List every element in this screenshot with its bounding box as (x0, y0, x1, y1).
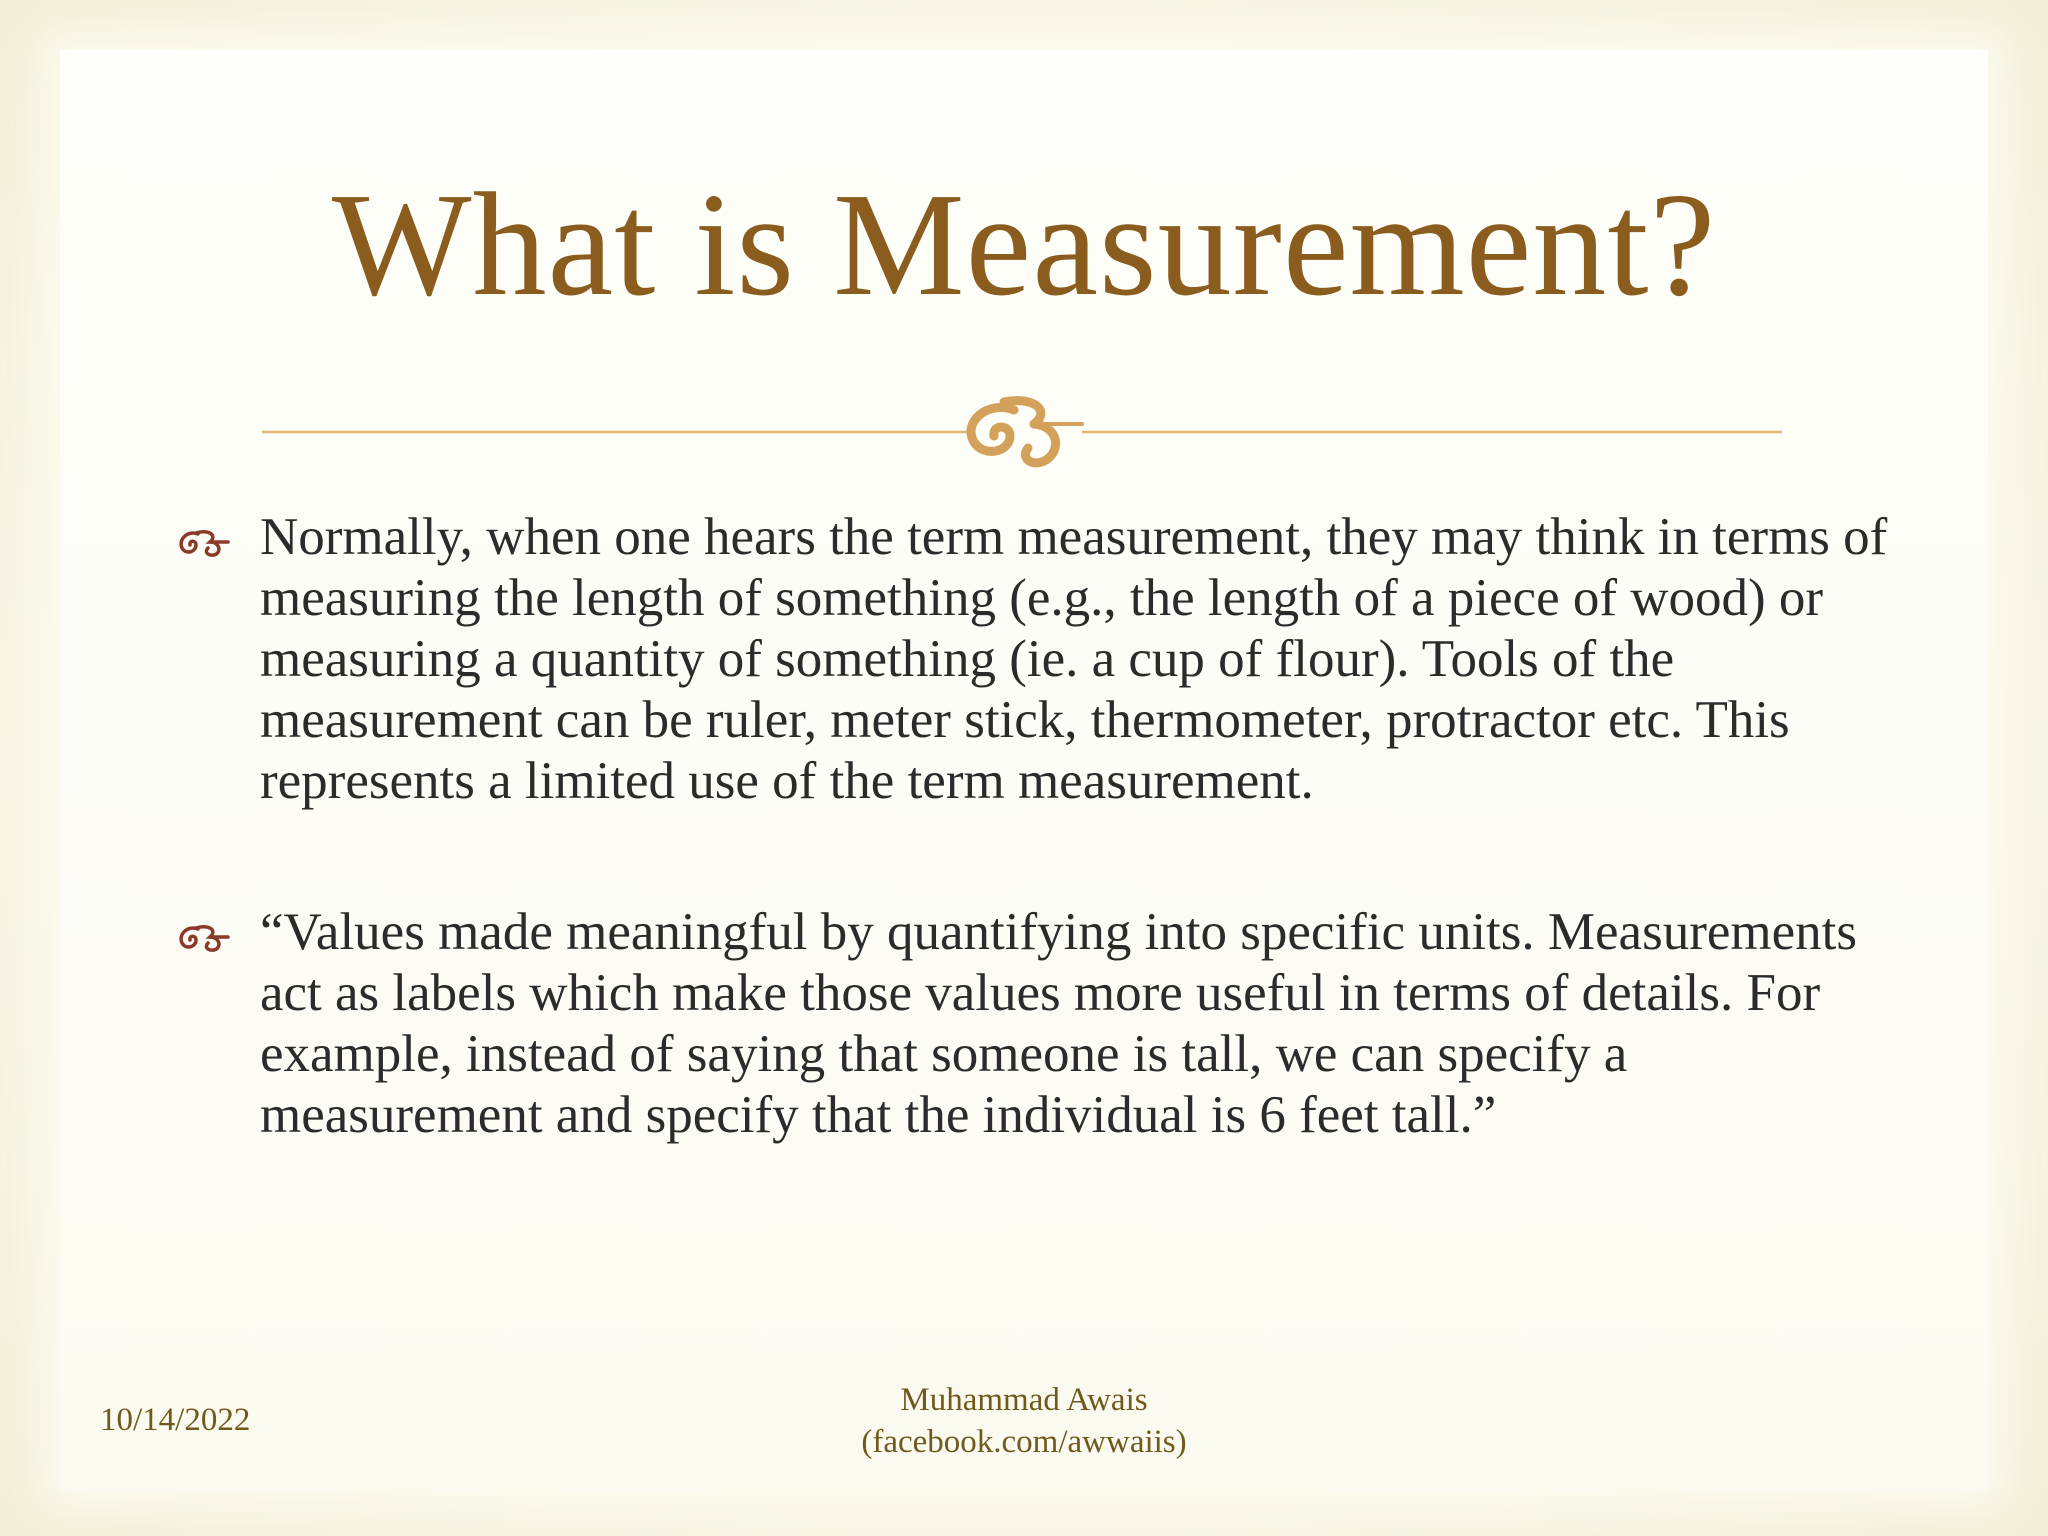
footer-date: 10/14/2022 (100, 1402, 251, 1438)
author-link[interactable]: (facebook.com/awwaiis) (861, 1424, 1187, 1460)
bullet-text: “Values made meaningful by quantifying into specific units. Measurements act as labels which make those values more useful in terms of details. For example, instead of saying that someone is tall, we can specify a measurement and specify that the individual is 6 feet tall.” (260, 903, 1857, 1144)
bullet-text: Normally, when one hears the term measurement, they may think in terms of measuring the length of something (e.g., the length of a piece of wood) or measuring a quantity of something (ie. a cup of flour). Tools of the measurement can be ruler, meter stick, thermometer, protractor etc. This represents a limited use of the term measurement. (260, 508, 1888, 810)
slide-title: What is Measurement? (331, 163, 1717, 327)
flourish-bullet-icon (176, 922, 232, 952)
flourish-bullet-icon (176, 527, 232, 557)
flourish-icon (971, 401, 1082, 463)
bullet-item (176, 507, 1896, 812)
title-divider (262, 388, 1782, 478)
author-name: Muhammad Awais (900, 1382, 1148, 1418)
bullet-item (176, 902, 1896, 1146)
bullet-list (176, 507, 1896, 1146)
footer-author (724, 1379, 1324, 1463)
